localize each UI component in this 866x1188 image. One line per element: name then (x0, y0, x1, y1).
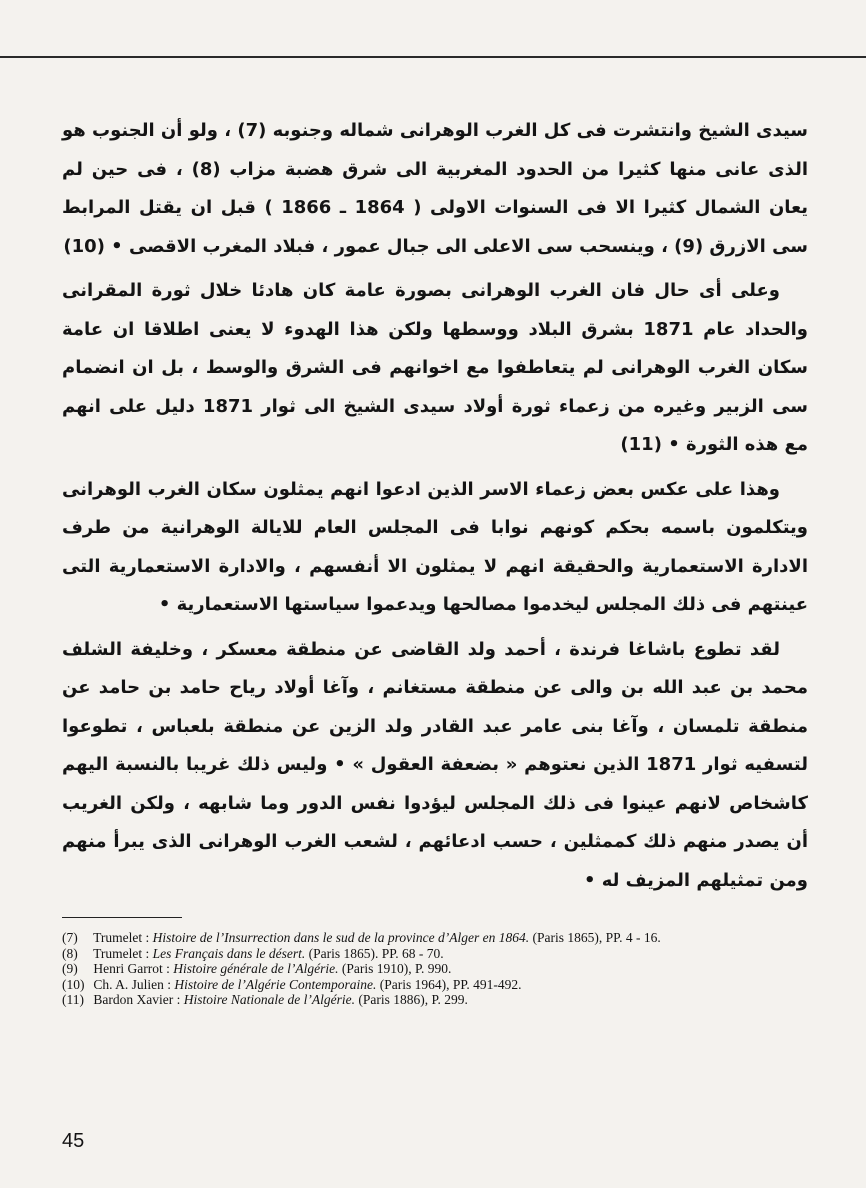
footnote-9 (62, 961, 802, 977)
paragraph-2: وعلى أى حال فان الغرب الوهرانى بصورة عامة كان هادئا خلال ثورة المقرانى والحداد عام 1871 بشرق البلاد ووسطها ولكن هذا الهدوء لا يعنى اطلاقا ان عامة سكان الغرب الوهرانى لم يتعاطفوا مع اخوانهم فى الشرق والوسط ، بل ان انضمام سى الزبير وغيره من زعماء ثورة أولاد سيدى الشيخ الى ثوار 1871 دليل على انهم مع هذه الثورة • (11) (62, 280, 808, 455)
footnote-details: (Paris 1964), PP. 491-492. (379, 976, 522, 992)
footnote-11 (62, 992, 802, 1008)
footnote-number: (11) (62, 992, 84, 1007)
footnote-7 (62, 930, 802, 946)
footnote-author: Henri Garrot : (93, 961, 170, 976)
paragraph-1: سيدى الشيخ وانتشرت فى كل الغرب الوهرانى شماله وجنوبه (7) ، ولو أن الجنوب هو الذى عانى منها كثيرا من الحدود المغربية الى شرق هضبة مزاب (8) ، فى حين لم يعان الشمال كثيرا الا فى السنوات الاولى ( 1864 ـ 1866 ) قبل ان يقتل المرابط سى الازرق (9) ، وينسحب سى الاعلى الى جبال عمور ، فبلاد المغرب الاقصى • (10) (62, 120, 808, 257)
footnote-number: (10) (62, 976, 85, 992)
footnote-number: (7) (62, 930, 78, 945)
footnote-8 (62, 946, 802, 962)
footnote-details: (Paris 1865). PP. 68 - 70. (308, 945, 444, 961)
footnote-author: Trumelet : (93, 930, 150, 945)
footnote-title: Histoire de l’Algérie Contemporaine. (174, 976, 377, 992)
footnote-details: (Paris 1910), P. 990. (341, 961, 452, 976)
footnote-number: (9) (62, 961, 78, 976)
footnote-rule (62, 917, 182, 918)
footnote-details: (Paris 1886), P. 299. (358, 992, 468, 1007)
footnote-title: Histoire générale de l’Algérie. (173, 961, 339, 976)
footnote-title: Histoire Nationale de l’Algérie. (183, 992, 355, 1007)
paragraph-3: وهذا على عكس بعض زعماء الاسر الذين ادعوا انهم يمثلون سكان الغرب الوهرانى ويتكلمون باسمه بحكم كونهم نوابا فى المجلس العام للايالة الوهرانية من طرف الادارة الاستعمارية والحقيقة انهم لا يمثلون الا أنفسهم ، والادارة الاستعمارية التى عينتهم فى ذلك المجلس ليخدموا مصالحها ويدعموا سياستها الاستعمارية • (62, 478, 808, 615)
footnote-details: (Paris 1865), PP. 4 - 16. (532, 930, 661, 945)
footnote-author: Trumelet : (93, 945, 150, 961)
paragraph-4: لقد تطوع باشاغا فرندة ، أحمد ولد القاضى عن منطقة معسكر ، وخليفة الشلف محمد بن عبد الله بن والى عن منطقة مستغانم ، وآغا أولاد رياح حامد بن حامد عن منطقة تلمسان ، وآغا بنى عامر عبد القادر ولد الزين عن منطقة بلعباس ، تطوعوا لتسفيه ثوار 1871 الذين نعتوهم « بضعفة العقول » • وليس ذلك غريبا بالنسبة اليهم كاشخاص لانهم عينوا فى ذلك المجلس ليؤدوا نفس الدور وما شابهه ، ولكن الغريب أن يصدر منهم ذلك كممثلين ، حسب ادعائهم ، لشعب الغرب الوهرانى الذى يبرأ منهم ومن تمثيلهم المزيف له • (62, 638, 808, 891)
footnote-author: Ch. A. Julien : (93, 976, 172, 992)
footnote-10 (62, 977, 802, 993)
header-rule (0, 56, 866, 58)
footnote-title: Histoire de l’Insurrection dans le sud de la province d’Alger en 1864. (152, 930, 530, 945)
page-number: 45 (62, 1130, 85, 1152)
footnote-number: (8) (62, 945, 78, 961)
body-text (62, 112, 808, 906)
footnote-author: Bardon Xavier : (93, 992, 181, 1007)
footnotes (62, 930, 802, 1008)
footnote-title: Les Français dans le désert. (152, 945, 306, 961)
